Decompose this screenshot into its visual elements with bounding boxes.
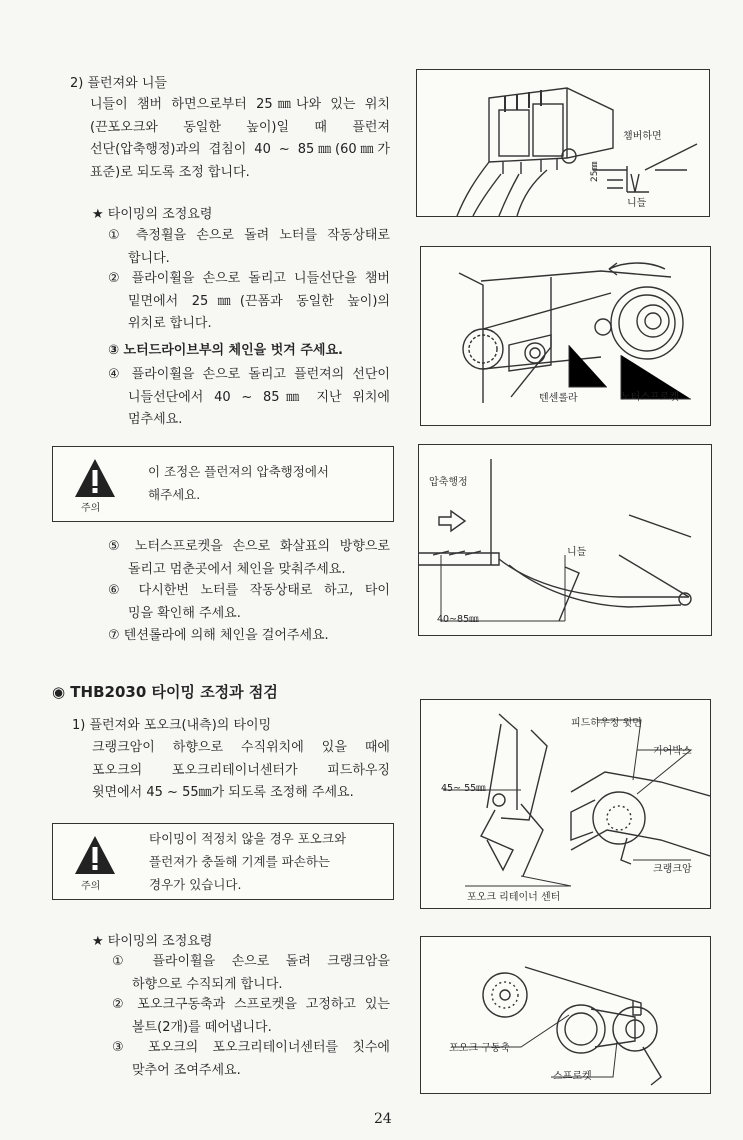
figure-knotter-sprocket [420, 246, 711, 426]
caution-line: 해주세요. [148, 487, 201, 502]
section1-body [90, 94, 390, 184]
section2-subtitle: 1) 플런져와 포오크(내측)의 타이밍 [72, 718, 272, 733]
label-gearbox: 기어박스 [653, 746, 692, 757]
step-line: 하향으로 수직되게 합니다. [132, 976, 283, 992]
step-line: 맞추어 조여주세요. [132, 1062, 241, 1078]
caution-box [52, 446, 394, 522]
step-line: ⑥ 다시한번 노터를 작동상태로 하고, 타이 [108, 583, 390, 598]
label-compression-stroke: 압축행정 [429, 477, 468, 488]
label-fork-retainer-center: 포오크 리테이너 센터 [467, 892, 561, 903]
step-line: ② 플라이휠을 손으로 돌리고 니들선단을 챔버 [108, 271, 390, 286]
section2-body [92, 737, 390, 805]
step-line: ③ 포오크의 포오크리테이너센터를 칫수에 [112, 1040, 390, 1055]
label-chamber-bottom: 챔버하면 [623, 131, 662, 142]
tips-header: ★ 타이밍의 조정요령 [92, 934, 213, 949]
body-line: (끈포오크와 동일한 높이)일 때 플런져 [90, 119, 390, 135]
label-sprocket: 스프로켓 [553, 1071, 592, 1082]
step-line: 밑면에서 25㎜(끈폼과 동일한 높이)의 [128, 293, 390, 309]
label-dim-40-85: 40~85㎜ [437, 614, 479, 625]
figure-needle-chamber [416, 69, 710, 217]
page-number: 24 [374, 1111, 392, 1127]
step-1 [108, 225, 390, 270]
label-crank-arm: 크랭크암 [653, 864, 692, 875]
caution-label: 주의 [81, 881, 101, 892]
step-line: 합니다. [128, 250, 170, 266]
step-line: ⑤ 노터스프로켓을 손으로 화살표의 방향으로 [108, 539, 390, 554]
body-line: 크랭크암이 하향으로 수직위치에 있을 때에 [92, 740, 390, 755]
step-3: ③ 노터드라이브부의 체인을 벗겨 주세요. [108, 343, 343, 358]
step-line: 위치로 합니다. [128, 316, 212, 331]
figure-compression-stroke [418, 444, 712, 636]
body-line: 윗면에서 45 ~ 55㎜가 되도록 조정해 주세요. [92, 785, 354, 800]
label-tension-roller: 텐센롤라 [539, 393, 578, 404]
caution-line: 이 조정은 플런져의 압축행정에서 [148, 464, 329, 479]
caution-line: 경우가 있습니다. [149, 877, 242, 892]
step-line: 볼트(2개)를 떼어냅니다. [132, 1019, 272, 1035]
body-line: 니들이 챔버 하면으로부터 25㎜나와 있는 위치 [90, 97, 390, 112]
step-line: 돌리고 멈춘곳에서 체인을 맞춰주세요. [128, 561, 346, 577]
warning-icon [73, 457, 117, 501]
step-line: ① 플라이휠을 손으로 돌려 크랭크암을 [112, 954, 390, 969]
caution-line: 타이밍이 적정치 않을 경우 포오크와 [149, 831, 347, 846]
caution-label: 주의 [81, 503, 101, 514]
label-knotter-sprocket: 노터스프로켓 [621, 392, 679, 403]
caution-text [148, 460, 329, 506]
label-dim-25: 25㎜ [590, 161, 600, 182]
step-line: 니들선단에서 40 ~ 85㎜ 지난 위치에 [128, 389, 390, 405]
label-dim-45-55: 45~ 55㎜ [441, 783, 486, 794]
caution-line: 플런져가 충돌해 기계를 파손하는 [149, 854, 330, 869]
tips-header: ★ 타이밍의 조정요령 [92, 207, 213, 222]
step-4 [108, 364, 390, 432]
fork-retainer-drawing [421, 700, 710, 908]
section-heading-thb2030: ◉ THB2030 타이밍 조정과 점검 [52, 683, 278, 701]
step-line: ② 포오크구동축과 스프로켓을 고정하고 있는 [112, 997, 390, 1012]
step-line: 멈추세요. [128, 412, 183, 427]
step-3 [112, 1037, 390, 1082]
figure-fork-retainer [420, 699, 711, 909]
figure-fork-drive-shaft [420, 936, 711, 1094]
label-feed-housing-top: 피드하우징 윗면 [571, 718, 642, 729]
step-2 [112, 994, 390, 1039]
step-line: ④ 플라이휠을 손으로 돌리고 플런져의 선단이 [108, 367, 390, 382]
step-6 [108, 580, 390, 625]
warning-icon [73, 834, 117, 878]
step-line: 밍을 확인해 주세요. [128, 605, 241, 621]
body-line: 선단(압축행정)과의 겹침이 40 ~ 85㎜(60㎜가 [90, 142, 390, 157]
step-line: ① 측정휠을 손으로 돌려 노터를 작동상태로 [108, 228, 390, 243]
section-title-plunger-needle: 2) 플런져와 니들 [70, 76, 167, 91]
caution-text [149, 827, 346, 896]
step-1 [112, 951, 390, 996]
needle-chamber-drawing [417, 70, 709, 216]
label-needle: 니들 [567, 547, 587, 558]
label-needle: 니들 [627, 198, 647, 209]
body-line: 포오크의 포오크리테이너센터가 피드하우징 [92, 762, 390, 778]
caution-box [52, 823, 394, 900]
body-line: 표준)로 되도록 조정 합니다. [90, 164, 250, 180]
step-2 [108, 268, 390, 336]
step-5 [108, 536, 390, 581]
step-7: ⑦ 텐션롤라에 의해 체인을 걸어주세요. [108, 628, 329, 643]
label-fork-drive-shaft: 포오크 구동축 [449, 1043, 511, 1054]
